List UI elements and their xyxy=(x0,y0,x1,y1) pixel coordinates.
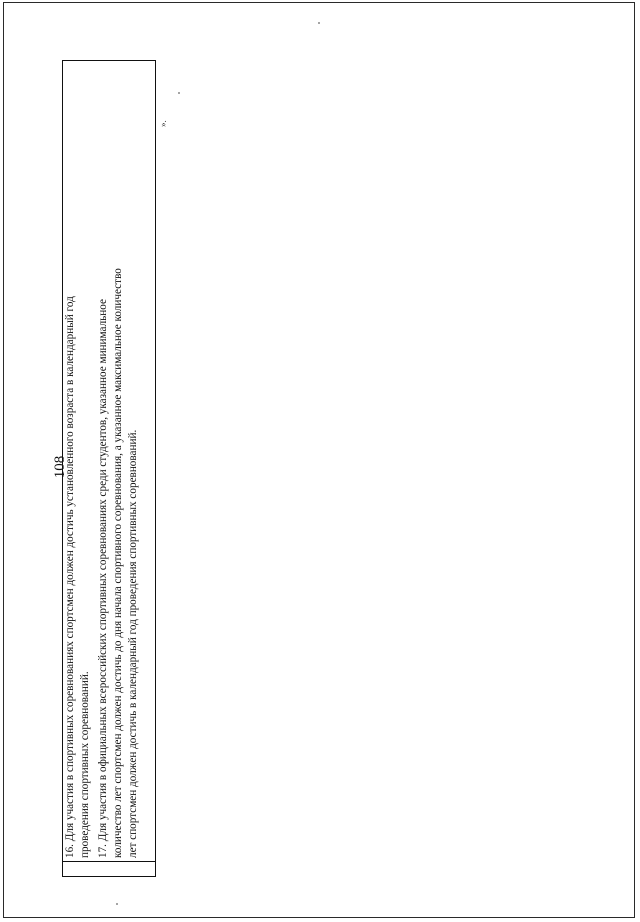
rotated-page-content xyxy=(50,57,175,877)
scan-speck xyxy=(178,92,180,94)
paragraph-line: лет спортсмен должен достичь в календарный год проведения спортивных соревнований. xyxy=(127,429,139,858)
paragraph-17 xyxy=(96,64,141,858)
page-number: 108 xyxy=(52,455,68,479)
paragraph-16 xyxy=(63,64,93,858)
closing-quote-mark: ». xyxy=(158,120,168,127)
paragraph-line: количество лет спортсмен должен достичь до дня начала спортивного соревнования, а указанное максимальное количество xyxy=(112,268,124,858)
scan-speck xyxy=(318,22,320,24)
scan-speck xyxy=(116,903,118,905)
requirements-table xyxy=(62,60,156,877)
paragraph-line: проведения спортивных соревнований. xyxy=(79,671,91,858)
table-left-column xyxy=(63,861,155,876)
table-text-cell xyxy=(63,61,155,861)
paragraph-line: 17. Для участия в официальных всероссийских спортивных соревнованиях среди студентов, указанное минимальное xyxy=(97,299,109,858)
paragraph-line: 16. Для участия в спортивных соревнованиях спортсмен должен достичь установленного возраста в календарный год xyxy=(64,296,76,858)
